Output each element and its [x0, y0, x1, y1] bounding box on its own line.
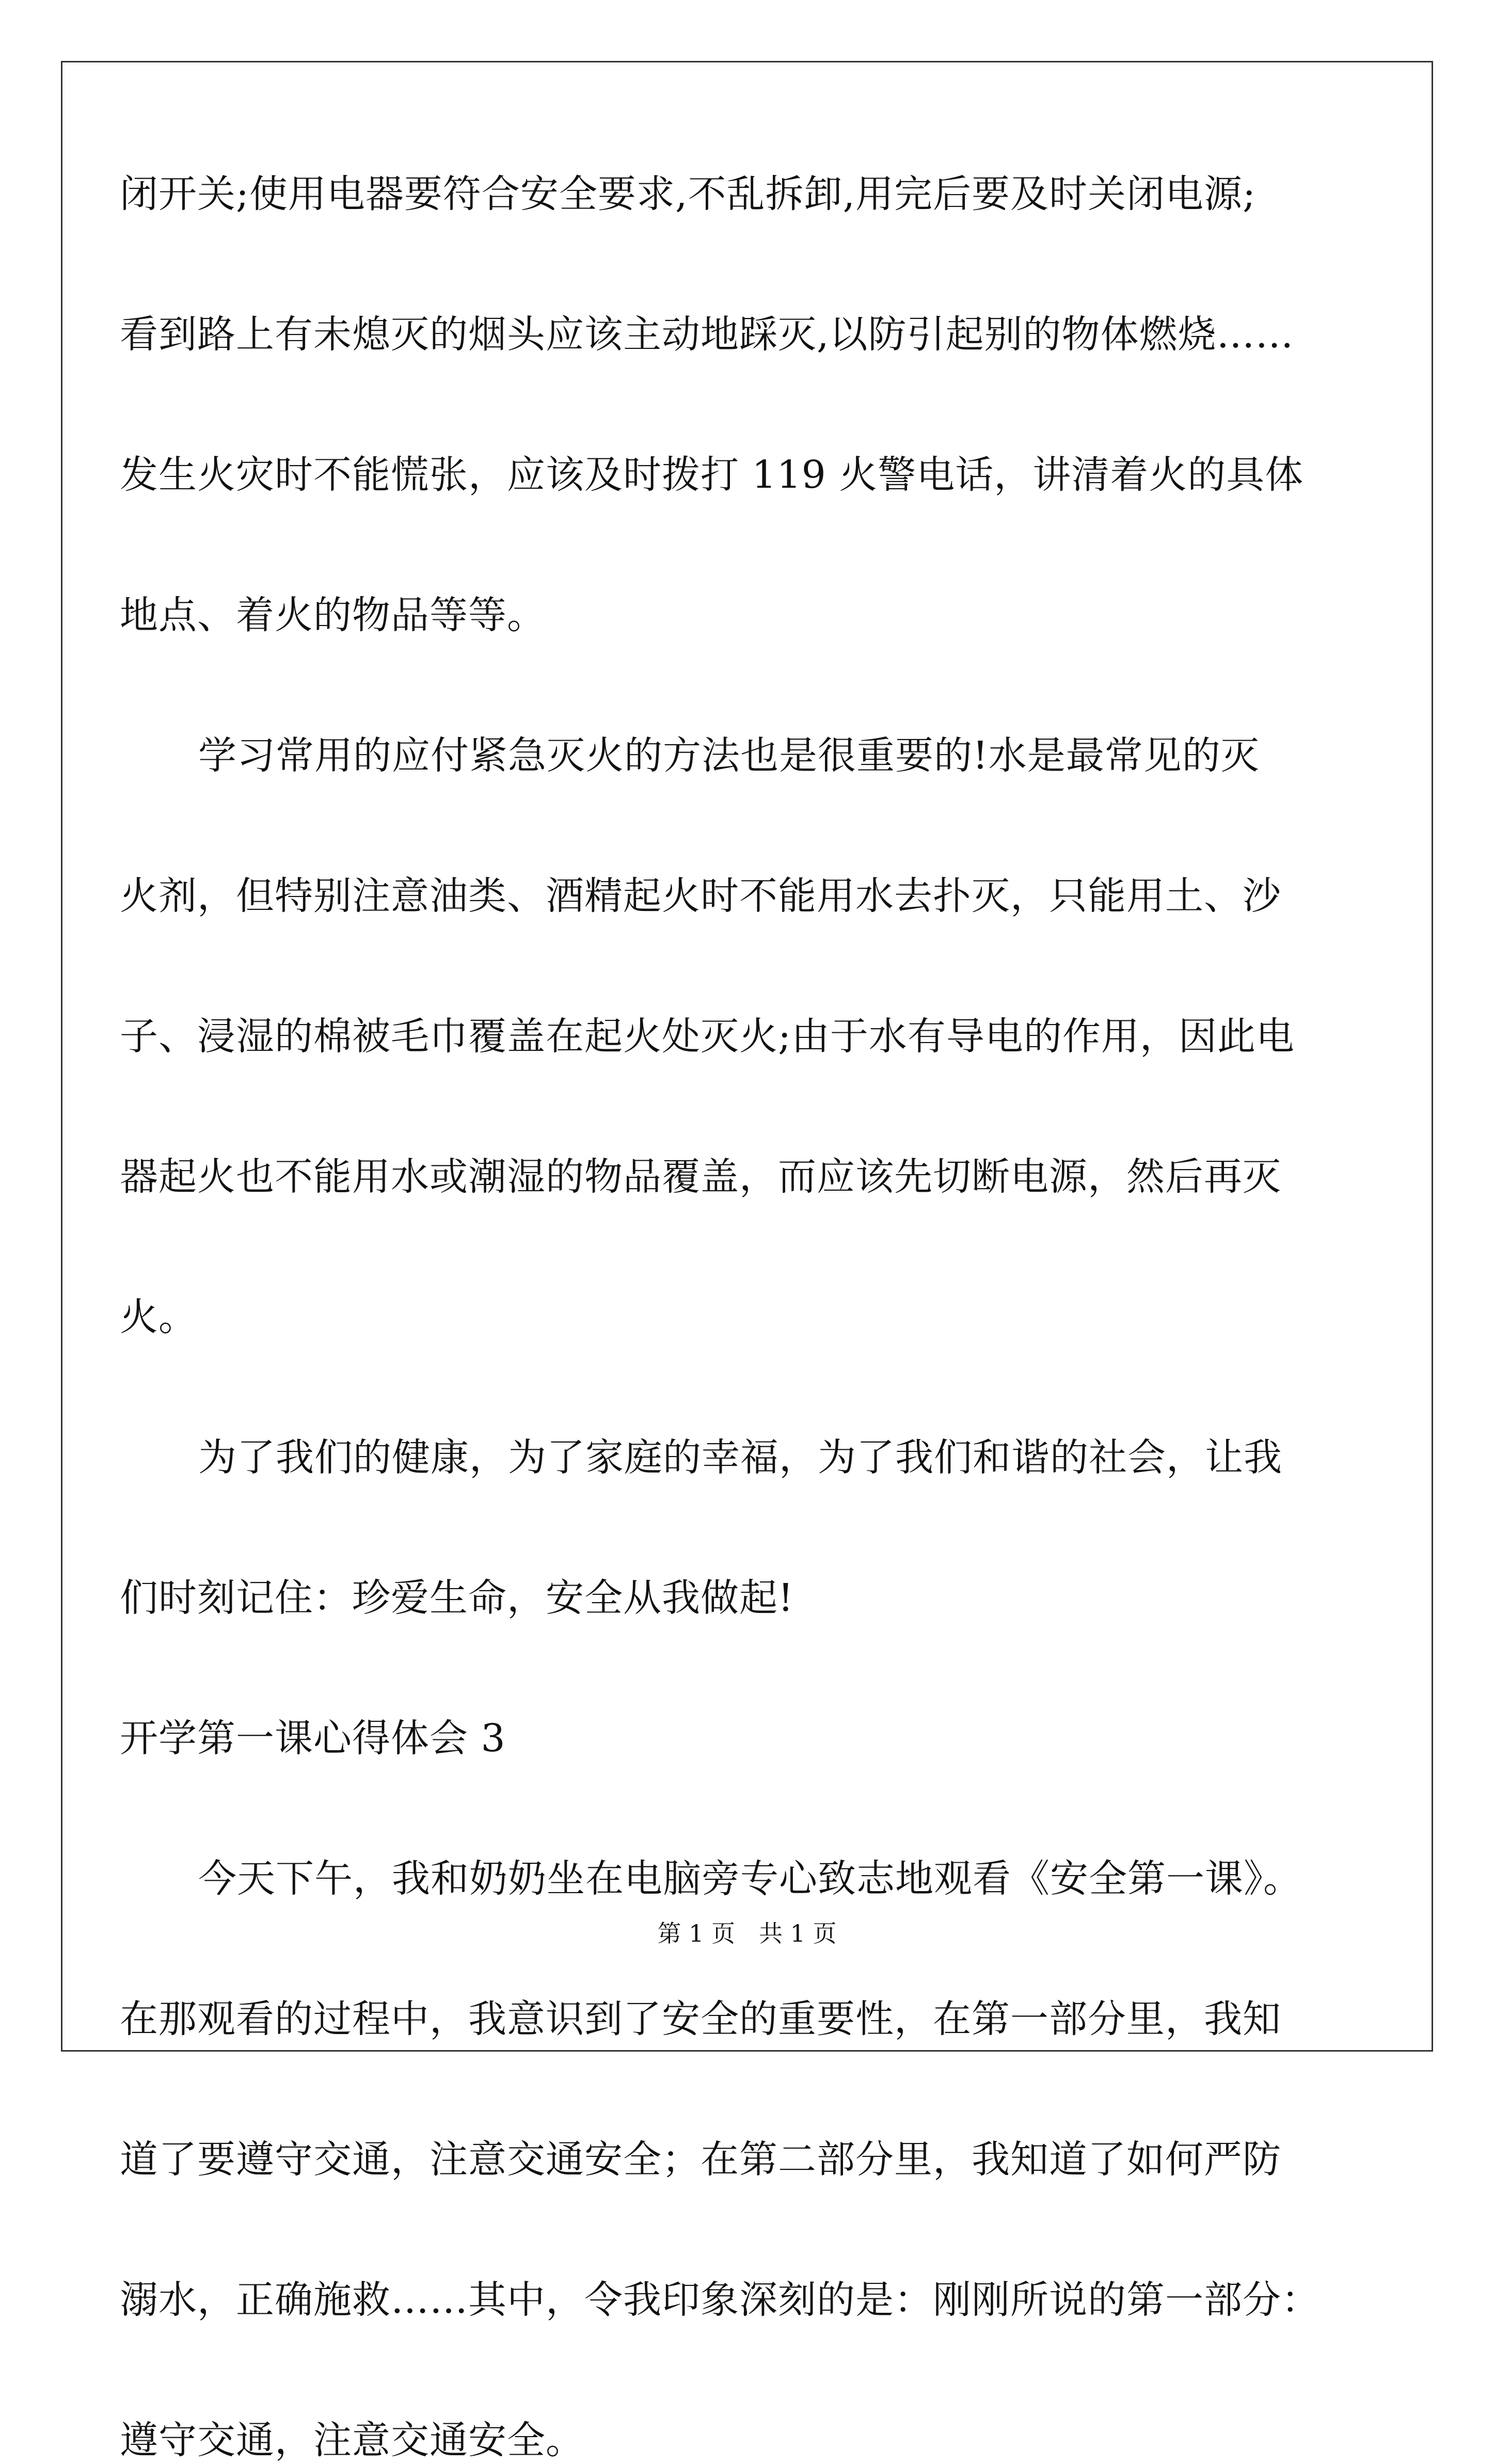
- text-line: 器起火也不能用水或潮湿的物品覆盖，而应该先切断电源，然后再灭: [120, 1155, 1281, 1199]
- text-line: 在那观看的过程中，我意识到了安全的重要性，在第一部分里，我知: [120, 1997, 1281, 2041]
- text-line: 看到路上有未熄灭的烟头应该主动地踩灭,以防引起别的物体燃烧……: [120, 312, 1294, 357]
- text-line: 溺水，正确施救……其中，令我印象深刻的是：刚刚所说的第一部分：: [120, 2278, 1320, 2322]
- page-number-footer: 第 1 页 共 1 页: [657, 1919, 837, 1947]
- text-line: 闭开关;使用电器要符合安全要求,不乱拆卸,用完后要及时关闭电源;: [120, 172, 1256, 216]
- paragraph-start-line: 学习常用的应付紧急灭火的方法也是很重要的!水是最常见的灭: [198, 733, 1260, 778]
- text-line: 地点、着火的物品等等。: [120, 593, 546, 637]
- paragraph-start-line: 为了我们的健康，为了家庭的幸福，为了我们和谐的社会，让我: [198, 1435, 1282, 1480]
- text-line: 发生火灾时不能慌张，应该及时拨打 119 火警电话，讲清着火的具体: [120, 453, 1304, 497]
- document-body: [120, 170, 1374, 2464]
- text-line: 火。: [120, 1295, 197, 1339]
- text-line: 道了要遵守交通，注意交通安全；在第二部分里，我知道了如何严防: [120, 2137, 1281, 2182]
- text-line: 子、浸湿的棉被毛巾覆盖在起火处灭火;由于水有导电的作用，因此电: [120, 1014, 1295, 1059]
- text-line: 遵守交通，注意交通安全。: [120, 2418, 584, 2462]
- text-line: 火剂，但特别注意油类、酒精起火时不能用水去扑灭，只能用土、沙: [120, 874, 1281, 918]
- text-line: 们时刻记住：珍爱生命，安全从我做起!: [120, 1576, 794, 1620]
- paragraph-start-line: 今天下午，我和奶奶坐在电脑旁专心致志地观看《安全第一课》。: [198, 1857, 1302, 1901]
- section-heading: 开学第一课心得体会 3: [120, 1716, 506, 1761]
